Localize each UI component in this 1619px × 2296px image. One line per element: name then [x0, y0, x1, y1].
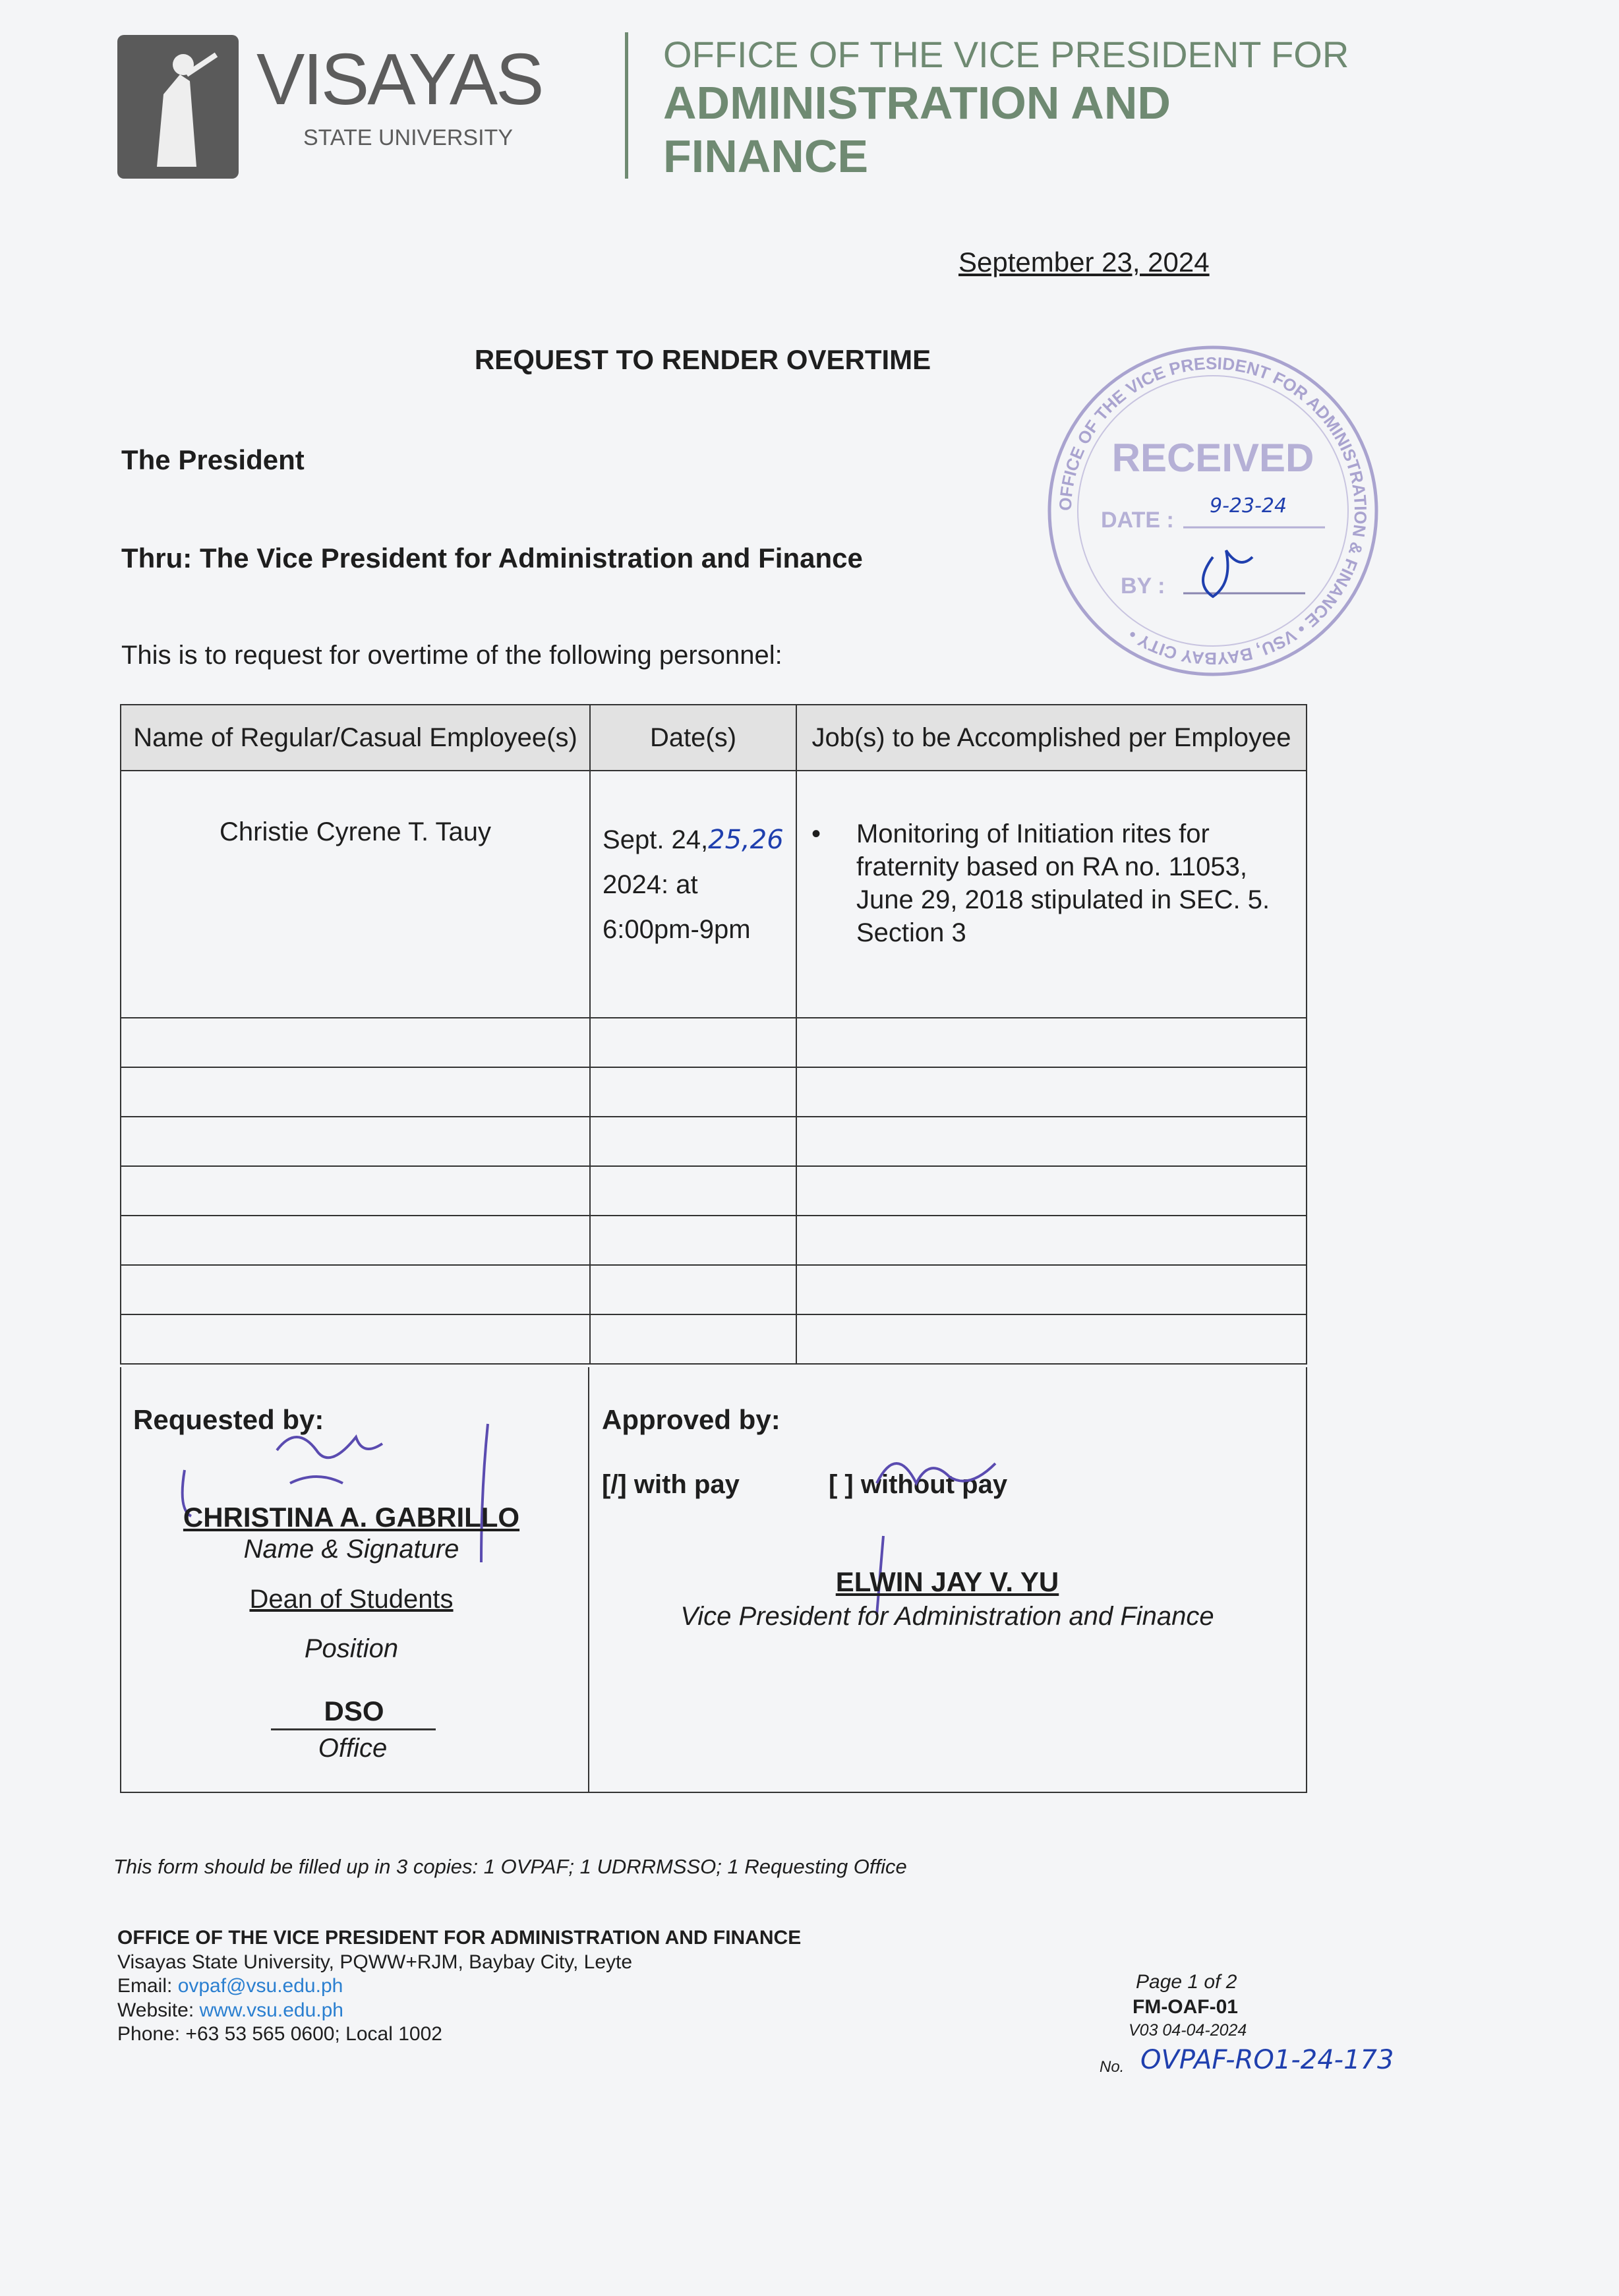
- table-row-empty: [121, 1314, 1307, 1364]
- date-printed: Sept. 24,: [603, 825, 709, 854]
- received-stamp: [1042, 339, 1384, 686]
- office-line3-text: FINANCE: [663, 130, 869, 182]
- requester-position: Dean of Students: [249, 1585, 454, 1614]
- requester-office-caption: Office: [318, 1734, 388, 1763]
- thru-line: Thru: The Vice President for Administration and Finance: [121, 543, 863, 574]
- control-no-label: No.: [1100, 2058, 1125, 2076]
- col-header-dates: Date(s): [590, 705, 796, 771]
- requester-name-caption: Name & Signature: [243, 1535, 459, 1564]
- date-line2: 2024: at: [603, 870, 698, 899]
- footer-office: OFFICE OF THE VICE PRESIDENT FOR ADMINISTRATION AND FINANCE: [117, 1927, 802, 1949]
- form-version: V03 04-04-2024: [1129, 2021, 1247, 2040]
- office-line2: [663, 76, 1171, 183]
- table-header-row: [121, 705, 1307, 771]
- approved-by-label: Approved by:: [602, 1404, 780, 1435]
- date-handwritten: 25,26: [708, 825, 784, 855]
- with-pay-checkbox[interactable]: [/] with pay: [602, 1470, 740, 1499]
- job-text: Monitoring of Initiation rites for fraternity based on RA no. 11053, June 29, 2018 stipulated in SEC. 5. Section 3: [856, 819, 1270, 947]
- date-line3: 6:00pm-9pm: [603, 915, 751, 944]
- requester-office: DSO: [324, 1695, 384, 1726]
- svg-text:BY :: BY :: [1121, 574, 1165, 599]
- email-link[interactable]: ovpaf@vsu.edu.ph: [177, 1975, 343, 1997]
- table-row: [121, 771, 1307, 1018]
- addressee: The President: [121, 444, 305, 475]
- footer-address: Visayas State University, PQWW+RJM, Baybay City, Leyte: [117, 1951, 633, 1973]
- document-title: REQUEST TO RENDER OVERTIME: [474, 344, 931, 375]
- intro-text: This is to request for overtime of the following personnel:: [121, 641, 782, 670]
- requester-position-caption: Position: [304, 1634, 399, 1663]
- footer-website-line: [117, 1999, 801, 2023]
- table-row-empty: [121, 1166, 1307, 1216]
- footer-email-line: [117, 1974, 801, 1999]
- footer-address-block: [117, 1926, 801, 2047]
- requested-by-label: Requested by:: [133, 1404, 324, 1435]
- office-underline: [271, 1728, 436, 1730]
- website-label: Website:: [117, 1999, 200, 2021]
- table-row-empty: [121, 1018, 1307, 1067]
- university-name: VISAYAS: [256, 39, 543, 120]
- website-link[interactable]: www.vsu.edu.ph: [199, 1999, 343, 2021]
- control-no-value: OVPAF-RO1-24-173: [1140, 2045, 1394, 2075]
- table-row-empty: [121, 1216, 1307, 1265]
- svg-text:OFFICE OF THE VICE PRESIDENT F: OFFICE OF THE VICE PRESIDENT FOR ADMINISTRATION & FINANCE • VSU, BAYBAY CITY •: [1055, 353, 1371, 669]
- employee-name: Christie Cyrene T. Tauy: [121, 771, 590, 1018]
- page-number: Page 1 of 2: [1136, 1971, 1237, 1993]
- approver-title: Vice President for Administration and Finance: [680, 1602, 1214, 1631]
- employee-job: [796, 771, 1307, 1018]
- office-line2-text: ADMINISTRATION AND: [663, 77, 1171, 129]
- bullet-icon: •: [811, 819, 821, 848]
- svg-text:RECEIVED: RECEIVED: [1111, 436, 1314, 480]
- header-divider: [625, 32, 628, 179]
- copies-note: This form should be filled up in 3 copies: 1 OVPAF; 1 UDRRMSSO; 1 Requesting Office: [113, 1855, 907, 1878]
- email-label: Email:: [117, 1975, 178, 1997]
- requester-name: CHRISTINA A. GABRILLO: [183, 1502, 520, 1533]
- employee-dates: [590, 771, 796, 1018]
- signature-divider: [588, 1367, 589, 1792]
- col-header-name: Name of Regular/Casual Employee(s): [121, 705, 590, 771]
- document-date: September 23, 2024: [958, 247, 1210, 278]
- table-row-empty: [121, 1265, 1307, 1314]
- overtime-table: [120, 704, 1307, 1365]
- form-code: FM-OAF-01: [1133, 1996, 1238, 2018]
- office-line1: OFFICE OF THE VICE PRESIDENT FOR: [663, 34, 1349, 75]
- without-pay-checkbox[interactable]: [ ] without pay: [829, 1470, 1008, 1499]
- svg-text:9-23-24: 9-23-24: [1210, 494, 1287, 517]
- footer-phone: Phone: +63 53 565 0600; Local 1002: [117, 2023, 442, 2045]
- col-header-jobs: Job(s) to be Accomplished per Employee: [796, 705, 1307, 771]
- university-sub: STATE UNIVERSITY: [303, 125, 514, 150]
- vsu-logo: [117, 35, 239, 179]
- table-row-empty: [121, 1067, 1307, 1117]
- table-row-empty: [121, 1117, 1307, 1166]
- svg-text:DATE :: DATE :: [1101, 508, 1174, 533]
- approver-name: ELWIN JAY V. YU: [835, 1566, 1059, 1597]
